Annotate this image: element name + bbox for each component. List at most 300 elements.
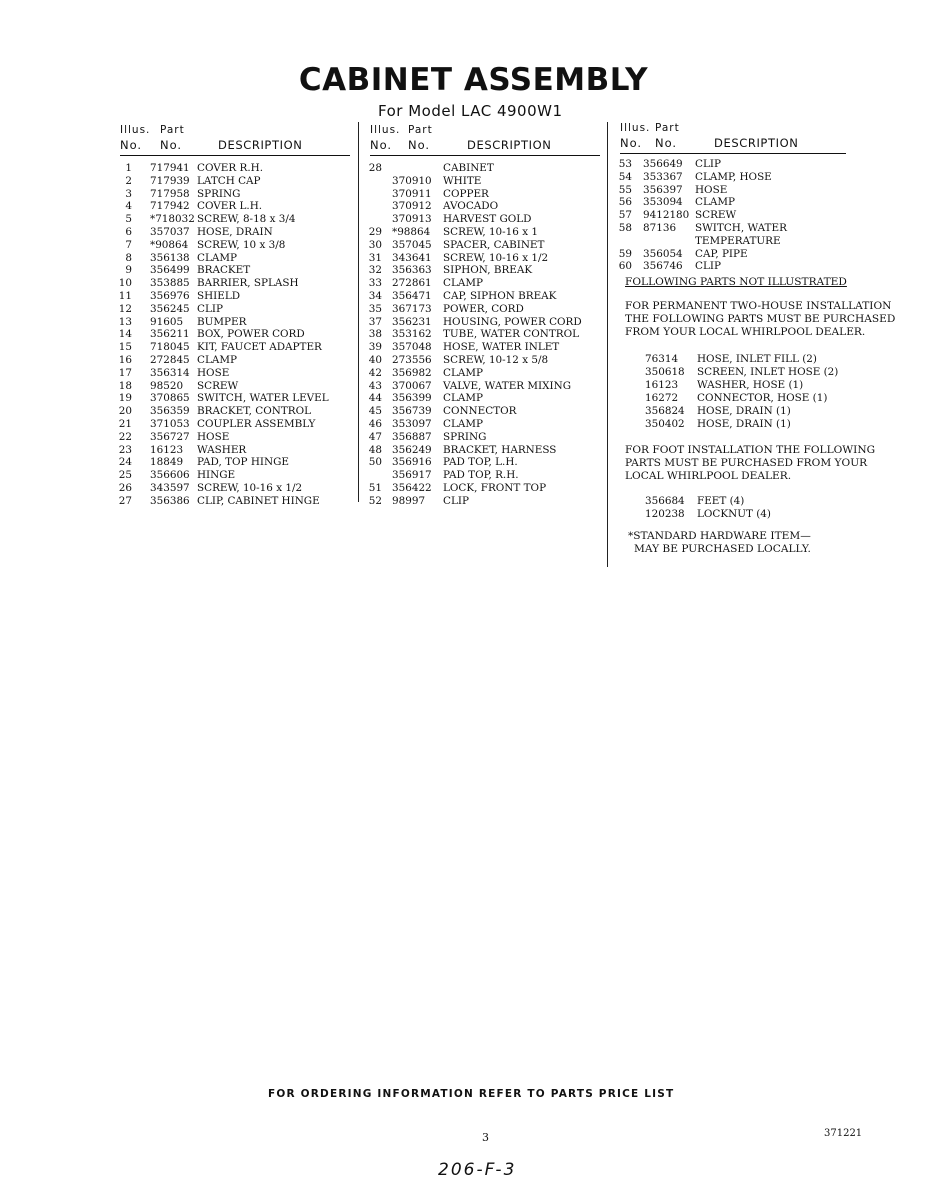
part-number: 87136: [643, 221, 677, 234]
part-number: 353885: [150, 277, 190, 290]
illus-number: 1: [125, 162, 132, 174]
illus-number: 4: [125, 200, 132, 213]
part-description: HOSE, DRAIN (1): [697, 418, 791, 430]
part-description: SCREW, 10 x 3/8: [197, 238, 286, 251]
part-description: CAP, PIPE: [695, 247, 748, 260]
table-row: [370, 456, 602, 469]
table-row: [620, 158, 848, 171]
table-row: [370, 290, 602, 303]
model-subtitle: For Model LAC 4900W1: [378, 102, 563, 120]
table-row: [370, 380, 602, 393]
part-description: POWER, CORD: [443, 302, 524, 315]
illus-number: 53: [618, 158, 632, 170]
table-row: [120, 303, 352, 316]
table-row: [120, 213, 352, 226]
part-description: CAP, SIPHON BREAK: [443, 289, 557, 302]
table-row: [370, 303, 602, 316]
illus-number: 5: [125, 213, 132, 226]
table-row: [120, 316, 352, 329]
header-description: DESCRIPTION: [467, 138, 552, 152]
part-number: 272861: [392, 277, 432, 290]
part-description: CABINET: [443, 162, 494, 174]
document-number: 371221: [824, 1128, 863, 1139]
part-description: HOSE, DRAIN (1): [697, 405, 791, 417]
table-row: [370, 264, 602, 277]
header-description: DESCRIPTION: [218, 138, 303, 152]
part-number: 273556: [392, 353, 432, 366]
part-number: 356249: [392, 443, 432, 456]
part-description: SCREEN, INLET HOSE (2): [697, 366, 839, 378]
illus-number: 8: [125, 251, 132, 264]
part-description: VALVE, WATER MIXING: [443, 379, 572, 392]
page-title: CABINET ASSEMBLY: [298, 62, 649, 98]
table-row: [370, 239, 602, 252]
part-number: 367173: [392, 302, 432, 315]
table-row: [620, 248, 848, 261]
header-description: DESCRIPTION: [714, 136, 799, 150]
illus-number: 7: [125, 238, 132, 251]
note-line: MAY BE PURCHASED LOCALLY.: [634, 543, 811, 555]
part-number: 717942: [150, 200, 190, 213]
illus-number: 28: [368, 162, 382, 174]
part-description: TUBE, WATER CONTROL: [443, 328, 579, 341]
illus-number: 21: [118, 417, 132, 430]
column-header: [620, 122, 848, 158]
part-description: KIT, FAUCET ADAPTER: [197, 341, 322, 354]
part-number: 16123: [150, 443, 184, 456]
illus-number: 17: [118, 366, 132, 379]
part-number: 356422: [392, 481, 432, 494]
list-item: [645, 495, 845, 508]
table-row: [620, 184, 848, 197]
illus-number: 51: [368, 481, 382, 494]
column-header: [370, 124, 602, 160]
part-number: 356363: [392, 264, 432, 277]
part-number: 717941: [150, 162, 190, 174]
part-number: 120238: [645, 508, 685, 520]
part-number: 356471: [392, 289, 432, 302]
header-illus-no: No.: [620, 136, 643, 150]
illus-number: 11: [118, 289, 132, 302]
illus-number: 3: [125, 187, 132, 200]
part-description: CLIP: [695, 158, 721, 170]
note-line: FROM YOUR LOCAL WHIRLPOOL DEALER.: [625, 326, 866, 338]
illus-number: 9: [125, 264, 132, 277]
table-row: [370, 418, 602, 431]
illus-number: 60: [618, 260, 632, 273]
part-description: CLIP: [443, 494, 469, 507]
part-number: 356916: [392, 456, 432, 469]
part-description: BUMPER: [197, 315, 247, 328]
part-number: 353097: [392, 417, 432, 430]
part-number: 353094: [643, 196, 683, 209]
part-description: HOSE, INLET FILL (2): [697, 353, 817, 365]
header-part: Part: [655, 122, 680, 134]
list-item: [645, 366, 845, 379]
part-number: 356386: [150, 494, 190, 507]
part-number: 370911: [392, 187, 432, 200]
table-row: [370, 316, 602, 329]
part-description: SCREW, 10-16 x 1/2: [197, 481, 303, 494]
part-description: SCREW, 10-16 x 1: [443, 225, 538, 238]
illus-number: 50: [368, 456, 382, 469]
table-row: [370, 482, 602, 495]
part-description: CLIP: [197, 302, 223, 315]
illus-number: 24: [118, 456, 132, 469]
part-description: BOX, POWER CORD: [197, 328, 305, 341]
table-row: [120, 444, 352, 457]
part-description: SHIELD: [197, 289, 241, 302]
part-description: CLAMP: [443, 392, 483, 405]
part-description: BRACKET: [197, 264, 251, 277]
parts-column-2: [370, 124, 602, 508]
illus-number: 12: [118, 302, 132, 315]
part-description: SWITCH, WATER: [695, 221, 787, 234]
table-row: [620, 222, 848, 235]
part-description: HOSE, DRAIN: [197, 225, 273, 238]
part-number: 16123: [645, 379, 679, 391]
header-part-no: No.: [655, 136, 678, 150]
table-row: [620, 209, 848, 222]
table-row: [120, 456, 352, 469]
part-description: SPRING: [443, 430, 487, 443]
illus-number: 59: [618, 247, 632, 260]
part-number: 353162: [392, 328, 432, 341]
header-illus-no: No.: [120, 138, 143, 152]
part-description: CLIP, CABINET HINGE: [197, 494, 320, 507]
part-number: 370912: [392, 200, 432, 213]
illus-number: 46: [368, 417, 382, 430]
part-description: SPACER, CABINET: [443, 238, 545, 251]
table-row: [370, 431, 602, 444]
column-header: [120, 124, 352, 160]
part-number: 356397: [643, 183, 683, 196]
parts-column-1: [120, 124, 352, 508]
illus-number: 55: [618, 183, 632, 196]
table-row: [120, 469, 352, 482]
part-number: 357037: [150, 225, 190, 238]
part-number: 370067: [392, 379, 432, 392]
table-row: [120, 392, 352, 405]
list-item: [645, 379, 845, 392]
two-house-parts-list: [645, 353, 845, 431]
part-number: 356211: [150, 328, 190, 341]
part-description: CLAMP: [197, 251, 237, 264]
table-row: [120, 482, 352, 495]
part-description: COPPER: [443, 187, 489, 200]
part-description: AVOCADO: [443, 200, 499, 213]
part-description: CLAMP, HOSE: [695, 170, 772, 183]
table-row: [120, 328, 352, 341]
part-description: PAD TOP, L.H.: [443, 456, 518, 469]
ordering-info-footer: FOR ORDERING INFORMATION REFER TO PARTS PRICE LIST: [268, 1088, 675, 1100]
part-number: 350618: [645, 366, 685, 378]
part-description: HOSE: [197, 366, 230, 379]
table-row: [370, 200, 602, 213]
table-row: [370, 175, 602, 188]
illus-number: 19: [118, 392, 132, 405]
illus-number: 54: [618, 170, 632, 183]
part-number: *90864: [150, 238, 189, 251]
part-description: CONNECTOR, HOSE (1): [697, 392, 828, 404]
part-description: PAD TOP, R.H.: [443, 469, 519, 482]
part-number: 356138: [150, 251, 190, 264]
part-number: 356359: [150, 405, 190, 418]
part-number: 356399: [392, 392, 432, 405]
part-number: 356887: [392, 430, 432, 443]
table-row: [370, 341, 602, 354]
part-number: 356976: [150, 289, 190, 302]
part-description: CLAMP: [443, 417, 483, 430]
part-number: 9412180: [643, 209, 690, 222]
part-number: 371053: [150, 417, 190, 430]
table-row: [120, 264, 352, 277]
part-number: 356649: [643, 158, 683, 170]
illus-number: 57: [618, 209, 632, 222]
part-description: CLAMP: [695, 196, 735, 209]
part-description: HARVEST GOLD: [443, 213, 532, 226]
illus-number: 23: [118, 443, 132, 456]
list-item: [645, 353, 845, 366]
part-number: 350402: [645, 418, 685, 430]
part-description: HOUSING, POWER CORD: [443, 315, 582, 328]
header-part: Part: [408, 124, 433, 136]
table-row: [120, 405, 352, 418]
table-row: [370, 277, 602, 290]
part-number: 370910: [392, 174, 432, 187]
illus-number: 37: [368, 315, 382, 328]
parts-list: [120, 160, 352, 508]
part-number: 718045: [150, 341, 190, 354]
part-description: SPRING: [197, 187, 241, 200]
part-number: 16272: [645, 392, 679, 404]
list-item: [645, 418, 845, 431]
table-row: [120, 290, 352, 303]
header-rule: [120, 155, 350, 156]
part-description: WHITE: [443, 174, 482, 187]
part-description: WASHER, HOSE (1): [697, 379, 804, 391]
part-description: SCREW: [197, 379, 239, 392]
illus-number: 40: [368, 353, 382, 366]
table-row: [120, 367, 352, 380]
list-item: [645, 405, 845, 418]
illus-number: 43: [368, 379, 382, 392]
illus-number: 18: [118, 379, 132, 392]
header-part-no: No.: [160, 138, 183, 152]
table-row: [120, 188, 352, 201]
header-rule: [620, 153, 846, 154]
part-number: 356245: [150, 302, 190, 315]
illus-number: 38: [368, 328, 382, 341]
illus-number: 42: [368, 366, 382, 379]
page-number: 3: [482, 1131, 489, 1144]
part-description: BARRIER, SPLASH: [197, 277, 299, 290]
table-row: [120, 162, 352, 175]
part-number: 356231: [392, 315, 432, 328]
part-description: BRACKET, HARNESS: [443, 443, 557, 456]
part-number: 356684: [645, 495, 685, 507]
part-description: SWITCH, WATER LEVEL: [197, 392, 329, 405]
illus-number: 48: [368, 443, 382, 456]
part-description: SCREW, 10-12 x 5/8: [443, 353, 549, 366]
part-number: 356824: [645, 405, 685, 417]
part-description: SIPHON, BREAK: [443, 264, 533, 277]
illus-number: 29: [368, 225, 382, 238]
part-number: 356917: [392, 469, 432, 482]
part-number: *98864: [392, 225, 431, 238]
part-description: SCREW: [695, 209, 737, 222]
part-number: 717958: [150, 187, 190, 200]
table-row: [120, 380, 352, 393]
part-number: 272845: [150, 353, 190, 366]
list-item: [645, 392, 845, 405]
part-number: 356727: [150, 430, 190, 443]
table-row: [370, 469, 602, 482]
table-row: [370, 252, 602, 265]
illus-number: 33: [368, 277, 382, 290]
parts-column-3: [620, 122, 848, 273]
foot-install-note: [625, 444, 875, 483]
table-row: [370, 188, 602, 201]
table-row: [370, 392, 602, 405]
handwritten-reference: 206-F-3: [438, 1160, 517, 1180]
table-row: [370, 213, 602, 226]
illus-number: 2: [125, 174, 132, 187]
part-number: 18849: [150, 456, 184, 469]
illus-number: 58: [618, 221, 632, 234]
part-description: CONNECTOR: [443, 405, 517, 418]
header-illus: Illus.: [120, 124, 151, 136]
part-number: 356054: [643, 247, 683, 260]
illus-number: 30: [368, 238, 382, 251]
part-number: 356606: [150, 469, 190, 482]
table-row: [620, 171, 848, 184]
illus-number: 15: [118, 341, 132, 354]
part-description: HOSE: [197, 430, 230, 443]
part-number: 356314: [150, 366, 190, 379]
illus-number: 52: [368, 494, 382, 507]
part-number: 91605: [150, 315, 184, 328]
illus-number: 39: [368, 341, 382, 354]
part-number: 353367: [643, 170, 683, 183]
part-description: COUPLER ASSEMBLY: [197, 417, 316, 430]
part-number: 343641: [392, 251, 432, 264]
list-item: [645, 508, 845, 521]
illus-number: 14: [118, 328, 132, 341]
part-description: CLAMP: [443, 366, 483, 379]
part-description: LATCH CAP: [197, 174, 261, 187]
illus-number: 27: [118, 494, 132, 507]
note-line: FOR PERMANENT TWO-HOUSE INSTALLATION: [625, 300, 892, 312]
foot-parts-list: [645, 495, 845, 521]
part-number: 343597: [150, 481, 190, 494]
part-number: 356746: [643, 260, 683, 273]
note-line: LOCAL WHIRLPOOL DEALER.: [625, 470, 792, 482]
part-description: HINGE: [197, 469, 236, 482]
table-row: [120, 239, 352, 252]
table-row: [370, 226, 602, 239]
note-line: PARTS MUST BE PURCHASED FROM YOUR: [625, 457, 868, 469]
illus-number: 32: [368, 264, 382, 277]
illus-number: 44: [368, 392, 382, 405]
table-row: [620, 235, 848, 248]
two-house-note: [625, 300, 895, 339]
illus-number: 45: [368, 405, 382, 418]
table-row: [120, 431, 352, 444]
table-row: [370, 328, 602, 341]
part-description: TEMPERATURE: [695, 234, 781, 247]
illus-number: 22: [118, 430, 132, 443]
part-number: 356982: [392, 366, 432, 379]
part-number: *718032: [150, 213, 195, 226]
header-part: Part: [160, 124, 185, 136]
table-row: [370, 354, 602, 367]
part-description: SCREW, 10-16 x 1/2: [443, 251, 549, 264]
part-description: COVER L.H.: [197, 200, 263, 213]
part-description: FEET (4): [697, 495, 745, 507]
table-row: [620, 260, 848, 273]
table-row: [120, 175, 352, 188]
illus-number: 56: [618, 196, 632, 209]
table-row: [120, 418, 352, 431]
part-description: HOSE, WATER INLET: [443, 341, 560, 354]
note-line: THE FOLLOWING PARTS MUST BE PURCHASED: [625, 313, 896, 325]
illus-number: 16: [118, 353, 132, 366]
note-line: *STANDARD HARDWARE ITEM—: [628, 530, 811, 542]
part-number: 370865: [150, 392, 190, 405]
part-number: 356739: [392, 405, 432, 418]
part-number: 357048: [392, 341, 432, 354]
column-divider: [607, 122, 608, 567]
header-illus: Illus.: [370, 124, 401, 136]
part-description: WASHER: [197, 443, 247, 456]
illus-number: 47: [368, 430, 382, 443]
table-row: [370, 495, 602, 508]
header-rule: [370, 155, 600, 156]
table-row: [120, 200, 352, 213]
table-row: [370, 162, 602, 175]
illus-number: 26: [118, 481, 132, 494]
part-number: 717939: [150, 174, 190, 187]
part-number: 356499: [150, 264, 190, 277]
illus-number: 6: [125, 225, 132, 238]
part-description: COVER R.H.: [197, 162, 263, 174]
table-row: [370, 367, 602, 380]
part-description: CLAMP: [197, 353, 237, 366]
header-part-no: No.: [408, 138, 431, 152]
illus-number: 31: [368, 251, 382, 264]
illus-number: 10: [118, 277, 132, 290]
part-number: 370913: [392, 213, 432, 226]
column-divider: [358, 122, 359, 502]
part-description: LOCKNUT (4): [697, 508, 771, 520]
parts-list: [370, 160, 602, 508]
part-description: CLAMP: [443, 277, 483, 290]
part-number: 98520: [150, 379, 184, 392]
parts-list: [620, 158, 848, 273]
table-row: [620, 196, 848, 209]
illus-number: 25: [118, 469, 132, 482]
standard-hardware-note: [628, 530, 811, 556]
part-number: 98997: [392, 494, 426, 507]
header-illus: Illus.: [620, 122, 651, 134]
illus-number: 20: [118, 405, 132, 418]
not-illustrated-heading: FOLLOWING PARTS NOT ILLUSTRATED: [625, 276, 847, 288]
table-row: [370, 444, 602, 457]
header-illus-no: No.: [370, 138, 393, 152]
illus-number: 13: [118, 315, 132, 328]
part-number: 76314: [645, 353, 679, 365]
